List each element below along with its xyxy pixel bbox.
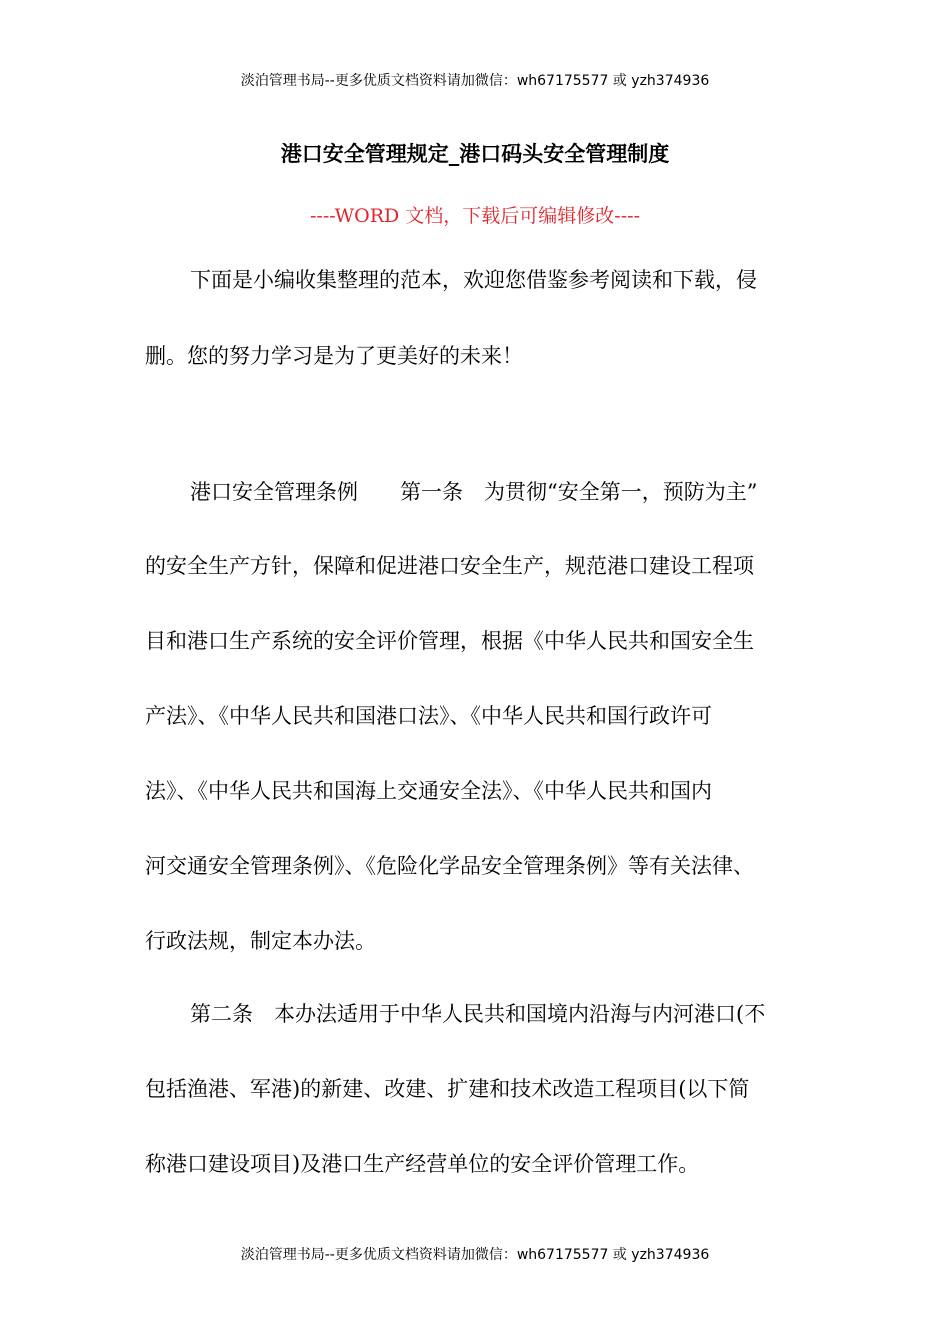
article-1-line-1: 港口安全管理条例 第一条 为贯彻“安全第一，预防为主”: [190, 480, 758, 504]
article-1-line-4: 产法》、《中华人民共和国港口法》、《中华人民共和国行政许可: [145, 704, 712, 728]
article-1-line-2: 的安全生产方针，保障和促进港口安全生产，规范港口建设工程项: [145, 554, 754, 578]
document-subtitle: ----WORD 文档，下载后可编辑修改----: [309, 205, 640, 227]
article-2-line-3: 称港口建设项目)及港口生产经营单位的安全评价管理工作。: [145, 1152, 700, 1176]
page-footer: 淡泊管理书局--更多优质文档资料请加微信：wh67175577 或 yzh374936: [240, 1247, 710, 1263]
document-title: 港口安全管理规定_港口码头安全管理制度: [280, 142, 670, 166]
article-1-line-5: 法》、《中华人民共和国海上交通安全法》、《中华人民共和国内: [145, 779, 712, 803]
article-1-line-6: 河交通安全管理条例》、《危险化学品安全管理条例》等有关法律、: [145, 854, 754, 878]
article-1-line-3: 目和港口生产系统的安全评价管理，根据《中华人民共和国安全生: [145, 629, 754, 653]
page-header: 淡泊管理书局--更多优质文档资料请加微信：wh67175577 或 yzh374936: [240, 73, 710, 89]
article-2-line-2: 包括渔港、军港)的新建、改建、扩建和技术改造工程项目(以下简: [145, 1077, 750, 1101]
article-1-line-7: 行政法规，制定本办法。: [145, 929, 376, 953]
intro-line-1: 下面是小编收集整理的范本，欢迎您借鉴参考阅读和下载，侵: [190, 268, 757, 292]
article-2-line-1: 第二条 本办法适用于中华人民共和国境内沿海与内河港口(不: [190, 1002, 766, 1026]
intro-line-2: 删。您的努力学习是为了更美好的未来！: [145, 344, 523, 368]
